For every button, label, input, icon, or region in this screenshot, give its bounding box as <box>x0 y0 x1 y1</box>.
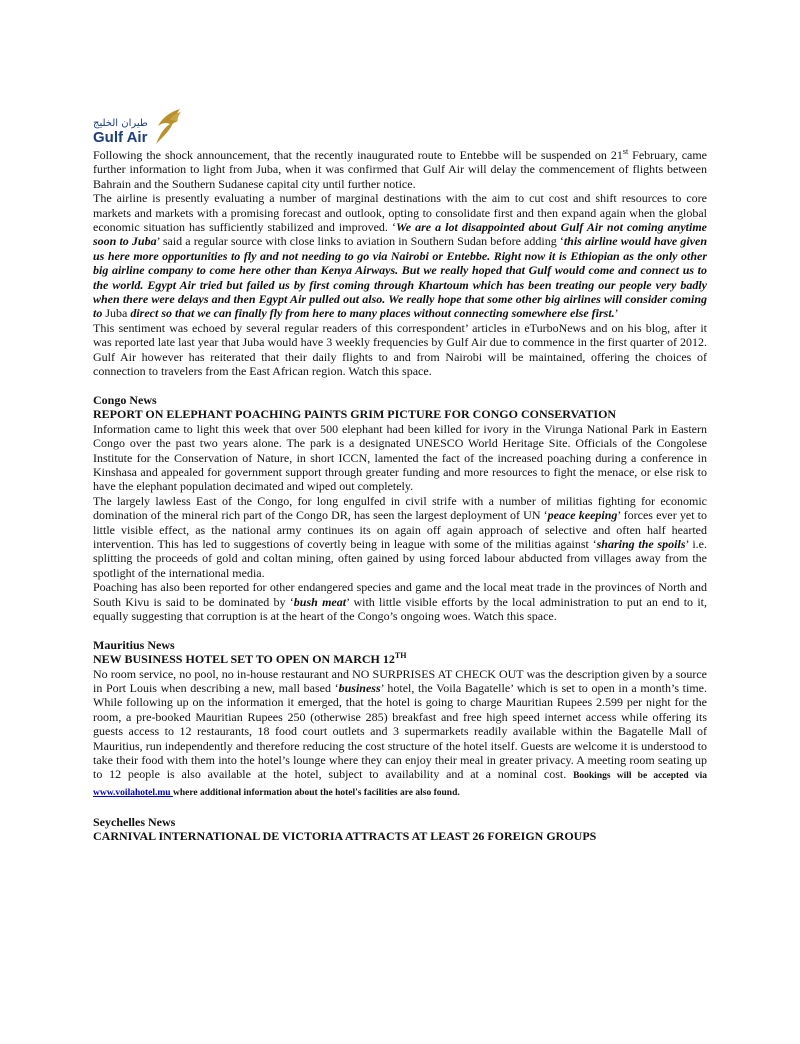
mauritius-paragraph-1 <box>93 667 707 801</box>
section-label: Seychelles News <box>93 814 176 829</box>
text-span: ’ hotel, the Voila Bagatelle’ which is set to open in a month’s time. While following up on the information it emerged, that the hotel is going to charge Mauritian Rupees 2.599 per night for the room, a pre-booked Mauritian Rupees 250 (otherwise 285) breakfast and free high speed internet access while offering its guests access to 12 restaurants, 18 food court outlets and 3 supermarkets readily available within the Bagatelle Mall of Mauritius, run independently and therefore reducing the cost structure of the hotel itself. Guests are welcome it is understood to take their food with them into the hotel’s lounge where they can enjoy their meal in greater privacy. A meeting room seating up to 12 people is also available at the hotel, subject to availability and at a nominal cost. <box>93 681 707 782</box>
falcon-icon <box>150 106 184 146</box>
quote-bold-italic: this airline would have given us here more opportunities to fly and not needing to go via Nairobi or Entebbe. Right now it is Ethiopian as the only other big airline company to come here other than Kenya Airways. But we really hoped that Gulf would come and connect us to the world. Egypt Air tried but failed us by first coming through Khartoum which has been treating our people very badly when there were delays and then Egypt Air pulled out also. We really hope that some other big airlines will consider coming to <box>93 234 708 321</box>
logo-english-text: Gulf Air <box>93 129 148 146</box>
text-span: Following the shock announcement, that the recently inaugurated route to Entebbe will be suspended on 21 <box>93 148 623 162</box>
emphasis: peace keeping <box>547 508 618 523</box>
superscript: TH <box>394 651 407 661</box>
document-page <box>93 100 707 843</box>
congo-paragraph-1: Information came to light this week that over 500 elephant had been killed for ivory in the Virunga National Park in Eastern Congo over the past two years alone. The park is a designated UNESCO World Heritage Site. Officials of the Congolese Institute for the Conservation of Nature, in short ICCN, lamented the fact of the increased poaching during a conference in Kinshasa and appealed for government support through greater funding and more resources to fight the menace, or else risk to have the elephant population decimated and wiped out completely. <box>93 421 707 494</box>
text-span: ’ <box>614 306 619 321</box>
text-span: No room service, no pool, no in-house restaurant and NO SURPRISES AT CHECK OUT was the description given by a source in Port Louis when describing a new, mall based ‘ <box>93 666 707 695</box>
congo-paragraph-2 <box>93 494 707 580</box>
section-label: Congo News <box>93 392 157 407</box>
logo-arabic-text: طيران الخليج <box>93 118 148 129</box>
text-span: ’ said a regular source with close links to aviation in Southern Sudan before adding ‘ <box>156 234 564 249</box>
hotel-link[interactable]: www.voilahotel.mu <box>93 787 173 798</box>
emphasis: bush meat <box>293 594 347 609</box>
text-span: ’ i.e. splitting the proceeds of gold and coltan mining, often gained by using forced labour abducted from villages away from the spotlight of the international media. <box>93 536 708 580</box>
text-span: Poaching has also been reported for other endangered species and game and the local meat trade in the provinces of North and South Kivu is said to be dominated by ‘ <box>93 580 707 609</box>
text-span: The largely lawless East of the Congo, for long engulfed in civil strife with a number of militias fighting for economic domination of the mineral rich part of the Congo DR, has seen the largest deployment of UN ‘ <box>93 493 707 523</box>
text-span: ’ forces ever yet to little visible effect, as the national army continues its on again off again approach of selective and often half hearted intervention. This has led to suggestions of covertly being in league with some of the militias against ‘ <box>93 508 708 551</box>
gulf-paragraph-1 <box>93 148 707 191</box>
text-span: The airline is presently evaluating a number of marginal destinations with the aim to cut cost and shift resources to core markets and markets with a promising forecast and outlook, opting to consolidate first and then expand again when the global economic situation has sufficiently stabilized and improved. ‘ <box>93 191 707 235</box>
text-span: Juba <box>102 306 131 321</box>
congo-section <box>93 393 707 624</box>
emphasis: business <box>338 681 381 695</box>
mauritius-section <box>93 638 707 800</box>
seychelles-section <box>93 815 707 844</box>
emphasis: sharing the spoils <box>596 536 686 551</box>
text-span: February, came further information to light from Juba, when it was confirmed that Gulf Air will delay the commencement of flights between Bahrain and the Southern Sudanese capital city until further notice. <box>93 148 708 191</box>
text-span: Bookings will be accepted via <box>573 771 707 782</box>
headline: REPORT ON ELEPHANT POACHING PAINTS GRIM PICTURE FOR CONGO CONSERVATION <box>93 407 617 422</box>
gulf-air-logo <box>93 100 707 146</box>
quote-bold-italic: We are a lot disappointed about Gulf Air not coming anytime soon to Juba <box>93 220 707 249</box>
headline: CARNIVAL INTERNATIONAL DE VICTORIA ATTRACTS AT LEAST 26 FOREIGN GROUPS <box>93 829 597 844</box>
text-span: ’ with little visible efforts by the local administration to put an end to it, equally suggesting that corruption is at the heart of the Congo’s ongoing woes. Watch this space. <box>93 594 707 623</box>
text-span: NEW BUSINESS HOTEL SET TO OPEN ON MARCH 12 <box>93 652 395 667</box>
gulf-paragraph-3: This sentiment was echoed by several regular readers of this correspondent’ articles in eTurboNews and on his blog, after it was reported late last year that Juba would have 3 weekly frequencies by Gulf Air due to commence in the first quarter of 2012. Gulf Air however has reiterated that their daily flights to and from Nairobi will be maintained, offering the choices of connection to travelers from the East African region. Watch this space. <box>93 320 707 379</box>
logo-wordmark <box>93 118 148 146</box>
section-label: Mauritius News <box>93 637 175 652</box>
gulf-paragraph-2 <box>93 191 707 321</box>
text-span: where additional information about the hotel's facilities are also found. <box>172 787 460 798</box>
superscript: st <box>622 147 629 156</box>
headline <box>93 652 707 666</box>
congo-paragraph-3 <box>93 580 707 623</box>
quote-bold-italic: direct so that we can finally fly from here to many places without connecting somewhere else first. <box>130 306 615 321</box>
